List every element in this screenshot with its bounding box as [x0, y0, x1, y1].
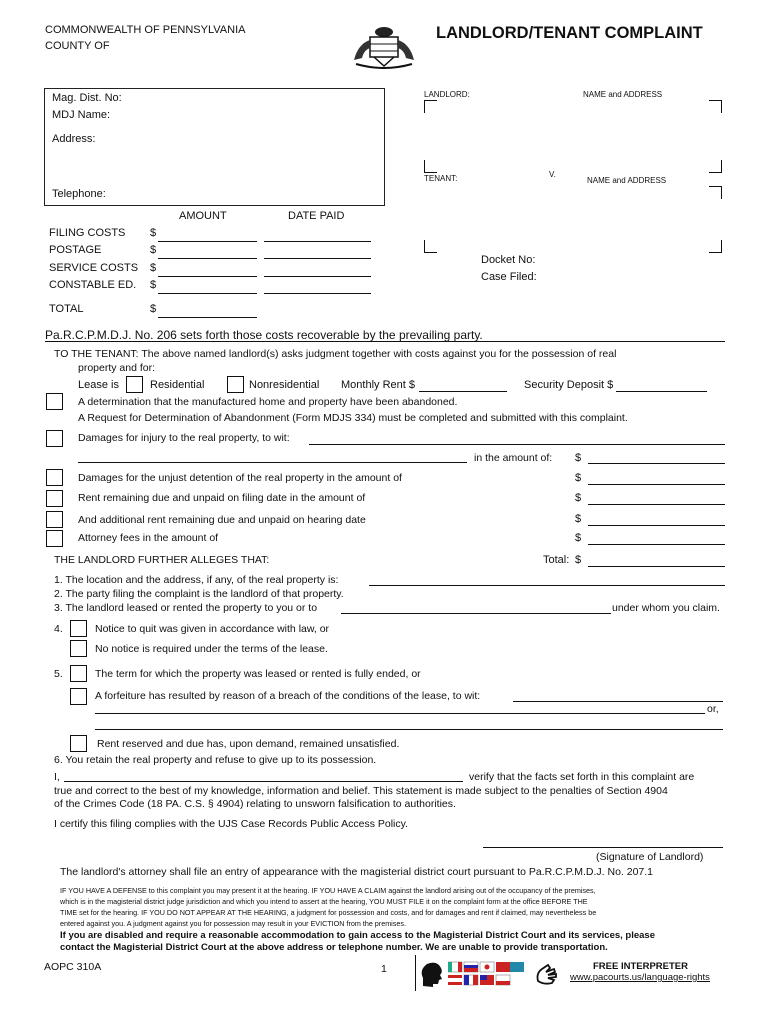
county-label: COUNTY OF: [45, 40, 110, 52]
term-ended-label: The term for which the property was leased or rented is fully ended, or: [95, 668, 421, 680]
residential-checkbox[interactable]: [126, 376, 143, 393]
damages-description-field-2[interactable]: [78, 462, 467, 463]
nonresidential-label: Nonresidential: [249, 379, 320, 391]
rent-reserved-checkbox[interactable]: [70, 735, 87, 752]
verify-i: I,: [54, 771, 60, 783]
telephone-label: Telephone:: [52, 188, 106, 200]
cost-row-label: SERVICE COSTS: [49, 262, 139, 274]
defense-notice-line: IF YOU HAVE A DEFENSE to this complaint you may present it at the hearing. IF YOU HAVE A CLAIM against the landlord arising out of the occupancy of the premises,: [60, 886, 596, 895]
residential-label: Residential: [150, 379, 205, 391]
signature-label: (Signature of Landlord): [596, 851, 704, 863]
dollar-sign: $: [575, 492, 582, 504]
detention-checkbox[interactable]: [46, 469, 63, 486]
case-filed-label: Case Filed:: [481, 271, 537, 283]
footer-divider: [415, 955, 416, 991]
form-number: AOPC 310A: [44, 961, 102, 973]
damages-injury-label: Damages for injury to the real property, to wit:: [78, 432, 290, 444]
attorney-appearance-note: The landlord's attorney shall file an entry of appearance with the magisterial district court pursuant to Pa.R.C.P.M.D.J. No. 207.1: [60, 866, 654, 878]
cost-row-label: CONSTABLE ED.: [49, 279, 137, 291]
constable-amount-field[interactable]: [158, 293, 257, 294]
currency-symbol: $: [150, 244, 157, 256]
language-rights-link[interactable]: www.pacourts.us/language-rights: [570, 972, 710, 983]
allegation-3: 3. The landlord leased or rented the property to you or to: [54, 602, 318, 614]
dollar-sign: $: [575, 513, 582, 525]
verify-line-2: true and correct to the best of my knowledge, information and belief. This statement is made subject to the penalties of Section 4904: [54, 785, 668, 797]
determination-text: A determination that the manufactured home and property have been abandoned.: [78, 396, 458, 408]
notice-given-label: Notice to quit was given in accordance with law, or: [95, 623, 330, 635]
court-info-box: [44, 88, 385, 206]
rule-206-notice: Pa.R.C.P.M.D.J. No. 206 sets forth those costs recoverable by the prevailing party.: [45, 328, 483, 342]
amount-header: AMOUNT: [179, 210, 227, 222]
landlord-bracket-tr: [709, 100, 722, 113]
forfeiture-label: A forfeiture has resulted by reason of a breach of the conditions of the lease, to wit:: [95, 690, 481, 702]
further-alleges-heading: THE LANDLORD FURTHER ALLEGES THAT:: [54, 554, 270, 566]
defense-notice-line: which is in the magisterial district judge jurisdiction and which you intend to assert at the hearing, YOU MUST FILE it on the complaint form at the office BEFORE THE: [60, 897, 588, 906]
disability-notice-line: If you are disabled and require a reasonable accommodation to gain access to the Magisterial District Court and its services, please: [60, 930, 655, 941]
date-paid-header: DATE PAID: [288, 210, 345, 222]
pa-seal-logo: [348, 24, 420, 72]
landlord-bracket-bl: [424, 160, 437, 173]
total-damages-label: Total:: [543, 554, 570, 566]
cost-row-label: FILING COSTS: [49, 227, 126, 239]
monthly-rent-label: Monthly Rent $: [341, 379, 415, 391]
versus-label: V.: [549, 170, 556, 179]
notice-not-required-checkbox[interactable]: [70, 640, 87, 657]
currency-symbol: $: [150, 303, 157, 315]
currency-symbol: $: [150, 227, 157, 239]
landlord-name-address-label: NAME and ADDRESS: [583, 90, 663, 99]
damages-injury-checkbox[interactable]: [46, 430, 63, 447]
commonwealth-label: COMMONWEALTH OF PENNSYLVANIA: [45, 24, 246, 36]
postage-amount-field[interactable]: [158, 258, 257, 259]
service-costs-date-field[interactable]: [264, 276, 371, 277]
rent-hearing-label: And additional rent remaining due and unpaid on hearing date: [78, 514, 366, 526]
language-flags-icon: [448, 961, 530, 987]
allegation-2: 2. The party filing the complaint is the landlord of that property.: [54, 588, 344, 600]
section-divider: [45, 341, 725, 342]
rent-hearing-amount-field[interactable]: [588, 525, 725, 526]
term-ended-checkbox[interactable]: [70, 665, 87, 682]
mag-dist-label: Mag. Dist. No:: [52, 92, 122, 104]
dollar-sign: $: [575, 554, 582, 566]
security-deposit-field[interactable]: [616, 391, 707, 392]
dollar-sign: $: [575, 452, 582, 464]
security-deposit-label: Security Deposit $: [524, 379, 614, 391]
page-title: LANDLORD/TENANT COMPLAINT: [436, 24, 703, 42]
rent-filing-amount-field[interactable]: [588, 504, 725, 505]
total-label: TOTAL: [49, 303, 84, 315]
tenant-label: TENANT:: [424, 174, 458, 183]
abandonment-checkbox[interactable]: [46, 393, 63, 410]
defense-notice-line: TIME set for the hearing. IF YOU DO NOT APPEAR AT THE HEARING, a judgment for possession and costs, and for damages and rent if claimed, may nevertheless be: [60, 908, 597, 917]
rent-filing-checkbox[interactable]: [46, 490, 63, 507]
dollar-sign: $: [575, 472, 582, 484]
attorney-fees-checkbox[interactable]: [46, 530, 63, 547]
notice-given-checkbox[interactable]: [70, 620, 87, 637]
or-label: or,: [707, 703, 719, 715]
rent-reserved-label: Rent reserved and due has, upon demand, remained unsatisfied.: [97, 738, 400, 750]
interpreter-head-icon: [417, 960, 445, 988]
service-costs-amount-field[interactable]: [158, 276, 257, 277]
constable-date-field[interactable]: [264, 293, 371, 294]
item-5-number: 5.: [54, 668, 63, 680]
allegation-1: 1. The location and the address, if any, of the real property is:: [54, 574, 339, 586]
allegation-6: 6. You retain the real property and refuse to give up to its possession.: [54, 754, 377, 766]
in-amount-of-label: in the amount of:: [474, 452, 553, 464]
postage-date-field[interactable]: [264, 258, 371, 259]
verify-text: verify that the facts set forth in this complaint are: [469, 771, 695, 783]
lease-is-label: Lease is: [78, 379, 119, 391]
nonresidential-checkbox[interactable]: [227, 376, 244, 393]
verify-line-3: of the Crimes Code (18 PA. C.S. § 4904) relating to unsworn falsification to authorities.: [54, 798, 456, 810]
forfeiture-field-3[interactable]: [95, 729, 723, 730]
docket-label: Docket No:: [481, 254, 536, 266]
currency-symbol: $: [150, 262, 157, 274]
allegation-3-end: under whom you claim.: [612, 602, 720, 614]
disability-notice-line: contact the Magisterial District Court at the above address or telephone number. We are unable to provide transportation.: [60, 942, 608, 953]
to-tenant-line1: TO THE TENANT: The above named landlord(s) asks judgment together with costs against you for the possession of real: [54, 348, 617, 360]
filing-costs-amount-field[interactable]: [158, 241, 257, 242]
property-address-field[interactable]: [369, 585, 725, 586]
detention-amount-field[interactable]: [588, 484, 725, 485]
leased-to-field[interactable]: [341, 613, 611, 614]
forfeiture-field[interactable]: [513, 701, 723, 702]
page-number: 1: [381, 963, 387, 975]
tenant-bracket-br: [709, 240, 722, 253]
damages-detention-label: Damages for the unjust detention of the real property in the amount of: [78, 472, 402, 484]
notice-not-required-label: No notice is required under the terms of the lease.: [95, 643, 328, 655]
total-damages-field[interactable]: [588, 566, 725, 567]
to-tenant-line2: property and for:: [78, 362, 156, 374]
landlord-label: LANDLORD:: [424, 90, 470, 99]
landlord-bracket-br: [709, 160, 722, 173]
attorney-fees-label: Attorney fees in the amount of: [78, 532, 219, 544]
defense-notice-line: entered against you. A judgment against you for possession may result in your EVICTION from the premises.: [60, 919, 406, 928]
sign-language-icon: [534, 961, 564, 987]
tenant-bracket-bl: [424, 240, 437, 253]
address-label: Address:: [52, 133, 96, 145]
monthly-rent-field[interactable]: [419, 391, 507, 392]
attorney-fees-amount-field[interactable]: [588, 544, 725, 545]
filing-costs-date-field[interactable]: [264, 241, 371, 242]
forfeiture-field-2[interactable]: [95, 713, 705, 714]
currency-symbol: $: [150, 279, 157, 291]
landlord-bracket-tl: [424, 100, 437, 113]
rent-hearing-checkbox[interactable]: [46, 511, 63, 528]
tenant-name-address-label: NAME and ADDRESS: [587, 176, 667, 185]
damages-amount-field[interactable]: [588, 463, 725, 464]
rent-filing-label: Rent remaining due and unpaid on filing date in the amount of: [78, 492, 366, 504]
verifier-name-field[interactable]: [64, 781, 463, 782]
signature-field[interactable]: [483, 847, 723, 848]
certify-text: I certify this filing complies with the UJS Case Records Public Access Policy.: [54, 818, 409, 830]
mdj-name-label: MDJ Name:: [52, 109, 111, 121]
tenant-bracket-tr: [709, 186, 722, 199]
free-interpreter-label: FREE INTERPRETER: [593, 961, 689, 972]
cost-row-label: POSTAGE: [49, 244, 102, 256]
item-4-number: 4.: [54, 623, 63, 635]
damages-description-field[interactable]: [309, 444, 725, 445]
request-abandonment-text: A Request for Determination of Abandonment (Form MDJS 334) must be completed and submitted with this complaint.: [78, 412, 628, 424]
total-amount-field[interactable]: [158, 317, 257, 318]
dollar-sign: $: [575, 532, 582, 544]
forfeiture-checkbox[interactable]: [70, 688, 87, 705]
